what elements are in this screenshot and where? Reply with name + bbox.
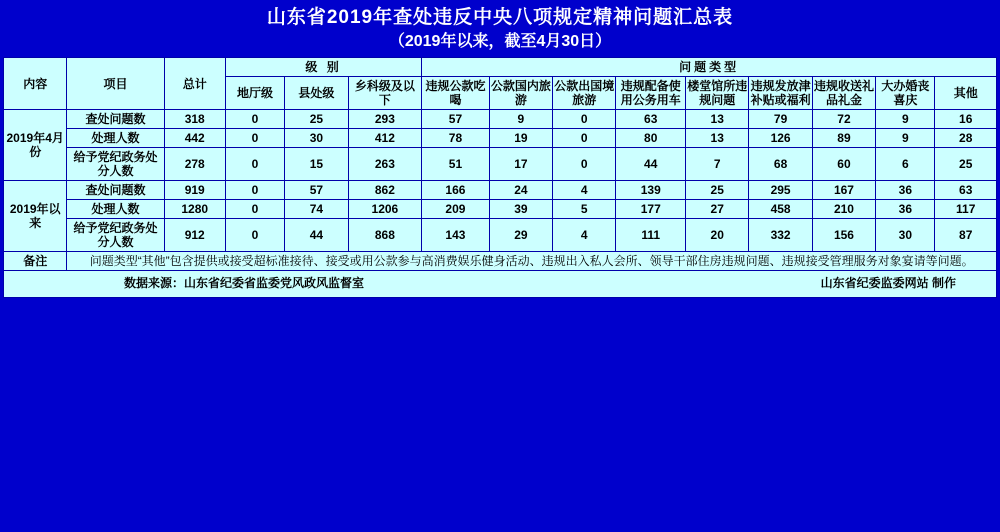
title-area xyxy=(0,0,1000,57)
cell-type: 7 xyxy=(686,148,749,181)
cell-type: 117 xyxy=(935,200,997,219)
cell-type: 5 xyxy=(553,200,616,219)
cell-level: 0 xyxy=(225,148,284,181)
cell-type: 63 xyxy=(935,181,997,200)
cell-type: 89 xyxy=(812,129,875,148)
cell-type: 25 xyxy=(686,181,749,200)
cell-type: 60 xyxy=(812,148,875,181)
cell-type: 24 xyxy=(489,181,552,200)
cell-type: 0 xyxy=(553,148,616,181)
header-group-type: 问题类型 xyxy=(422,58,997,77)
cell-type: 57 xyxy=(422,110,489,129)
table-row xyxy=(4,181,997,200)
row-label: 给予党纪政务处分人数 xyxy=(67,219,164,252)
footer-cell xyxy=(4,271,997,298)
table-row xyxy=(4,148,997,181)
cell-level: 0 xyxy=(225,110,284,129)
cell-type: 6 xyxy=(876,148,935,181)
header-type-2: 公款出国境旅游 xyxy=(553,77,616,110)
header-type-8: 其他 xyxy=(935,77,997,110)
cell-type: 25 xyxy=(935,148,997,181)
cell-type: 9 xyxy=(489,110,552,129)
cell-type: 19 xyxy=(489,129,552,148)
header-level-2: 乡科级及以下 xyxy=(348,77,422,110)
header-content: 内容 xyxy=(4,58,67,110)
cell-type: 72 xyxy=(812,110,875,129)
cell-type: 30 xyxy=(876,219,935,252)
cell-level: 293 xyxy=(348,110,422,129)
page-title: 山东省2019年查处违反中央八项规定精神问题汇总表 xyxy=(266,7,734,28)
note-label: 备注 xyxy=(4,252,67,271)
cell-type: 36 xyxy=(876,181,935,200)
cell-type: 80 xyxy=(616,129,686,148)
cell-level: 0 xyxy=(225,219,284,252)
table-row xyxy=(4,110,997,129)
cell-type: 126 xyxy=(749,129,812,148)
cell-total: 278 xyxy=(164,148,225,181)
cell-total: 1280 xyxy=(164,200,225,219)
cell-level: 74 xyxy=(285,200,348,219)
cell-level: 862 xyxy=(348,181,422,200)
cell-type: 111 xyxy=(616,219,686,252)
header-total: 总计 xyxy=(164,58,225,110)
table-header-group-row xyxy=(4,58,997,77)
cell-type: 27 xyxy=(686,200,749,219)
cell-total: 919 xyxy=(164,181,225,200)
note-text: 问题类型“其他”包含提供或接受超标准接待、接受或用公款参与高消费娱乐健身活动、违规出入私人会所、领导干部住房违规问题、违规接受管理服务对象宴请等问题。 xyxy=(67,252,997,271)
cell-level: 0 xyxy=(225,129,284,148)
cell-type: 210 xyxy=(812,200,875,219)
cell-type: 16 xyxy=(935,110,997,129)
table-row xyxy=(4,200,997,219)
cell-type: 28 xyxy=(935,129,997,148)
cell-type: 209 xyxy=(422,200,489,219)
header-type-1: 公款国内旅游 xyxy=(489,77,552,110)
period-label-0: 2019年4月份 xyxy=(4,110,67,181)
note-row xyxy=(4,252,997,271)
cell-level: 1206 xyxy=(348,200,422,219)
cell-type: 36 xyxy=(876,200,935,219)
header-type-5: 违规发放津补贴或福利 xyxy=(749,77,812,110)
cell-type: 29 xyxy=(489,219,552,252)
cell-level: 57 xyxy=(285,181,348,200)
cell-type: 9 xyxy=(876,129,935,148)
cell-level: 0 xyxy=(225,200,284,219)
cell-type: 13 xyxy=(686,110,749,129)
footer-row xyxy=(4,271,997,298)
cell-level: 0 xyxy=(225,181,284,200)
header-type-0: 违规公款吃喝 xyxy=(422,77,489,110)
cell-type: 44 xyxy=(616,148,686,181)
cell-type: 139 xyxy=(616,181,686,200)
cell-total: 912 xyxy=(164,219,225,252)
cell-type: 51 xyxy=(422,148,489,181)
cell-type: 295 xyxy=(749,181,812,200)
cell-type: 68 xyxy=(749,148,812,181)
header-project: 项目 xyxy=(67,58,164,110)
cell-type: 0 xyxy=(553,129,616,148)
cell-level: 263 xyxy=(348,148,422,181)
header-type-6: 违规收送礼品礼金 xyxy=(812,77,875,110)
header-level-1: 县处级 xyxy=(285,77,348,110)
summary-table xyxy=(3,57,997,298)
header-level-0: 地厅级 xyxy=(225,77,284,110)
cell-type: 458 xyxy=(749,200,812,219)
cell-type: 156 xyxy=(812,219,875,252)
cell-type: 332 xyxy=(749,219,812,252)
header-type-7: 大办婚丧喜庆 xyxy=(876,77,935,110)
header-type-4: 楼堂馆所违规问题 xyxy=(686,77,749,110)
cell-type: 20 xyxy=(686,219,749,252)
cell-level: 44 xyxy=(285,219,348,252)
cell-type: 78 xyxy=(422,129,489,148)
cell-level: 868 xyxy=(348,219,422,252)
header-type-3: 违规配备使用公务用车 xyxy=(616,77,686,110)
table-row xyxy=(4,219,997,252)
cell-type: 166 xyxy=(422,181,489,200)
row-label: 查处问题数 xyxy=(67,181,164,200)
cell-type: 63 xyxy=(616,110,686,129)
header-group-level: 级 别 xyxy=(225,58,421,77)
cell-type: 9 xyxy=(876,110,935,129)
row-label: 给予党纪政务处分人数 xyxy=(67,148,164,181)
cell-level: 25 xyxy=(285,110,348,129)
cell-type: 79 xyxy=(749,110,812,129)
table-row xyxy=(4,129,997,148)
row-label: 处理人数 xyxy=(67,200,164,219)
cell-level: 15 xyxy=(285,148,348,181)
maker-credit: 山东省纪委监委网站 制作 xyxy=(820,276,956,290)
row-label: 处理人数 xyxy=(67,129,164,148)
cell-type: 167 xyxy=(812,181,875,200)
cell-type: 0 xyxy=(553,110,616,129)
page-subtitle: （2019年以来，截至4月30日） xyxy=(388,33,612,50)
cell-type: 4 xyxy=(553,219,616,252)
row-label: 查处问题数 xyxy=(67,110,164,129)
cell-total: 442 xyxy=(164,129,225,148)
cell-type: 17 xyxy=(489,148,552,181)
cell-type: 177 xyxy=(616,200,686,219)
cell-level: 30 xyxy=(285,129,348,148)
cell-type: 4 xyxy=(553,181,616,200)
cell-total: 318 xyxy=(164,110,225,129)
cell-type: 13 xyxy=(686,129,749,148)
cell-type: 39 xyxy=(489,200,552,219)
period-label-1: 2019年以来 xyxy=(4,181,67,252)
cell-level: 412 xyxy=(348,129,422,148)
data-source: 数据来源：山东省纪委省监委党风政风监督室 xyxy=(124,276,365,290)
cell-type: 87 xyxy=(935,219,997,252)
cell-type: 143 xyxy=(422,219,489,252)
